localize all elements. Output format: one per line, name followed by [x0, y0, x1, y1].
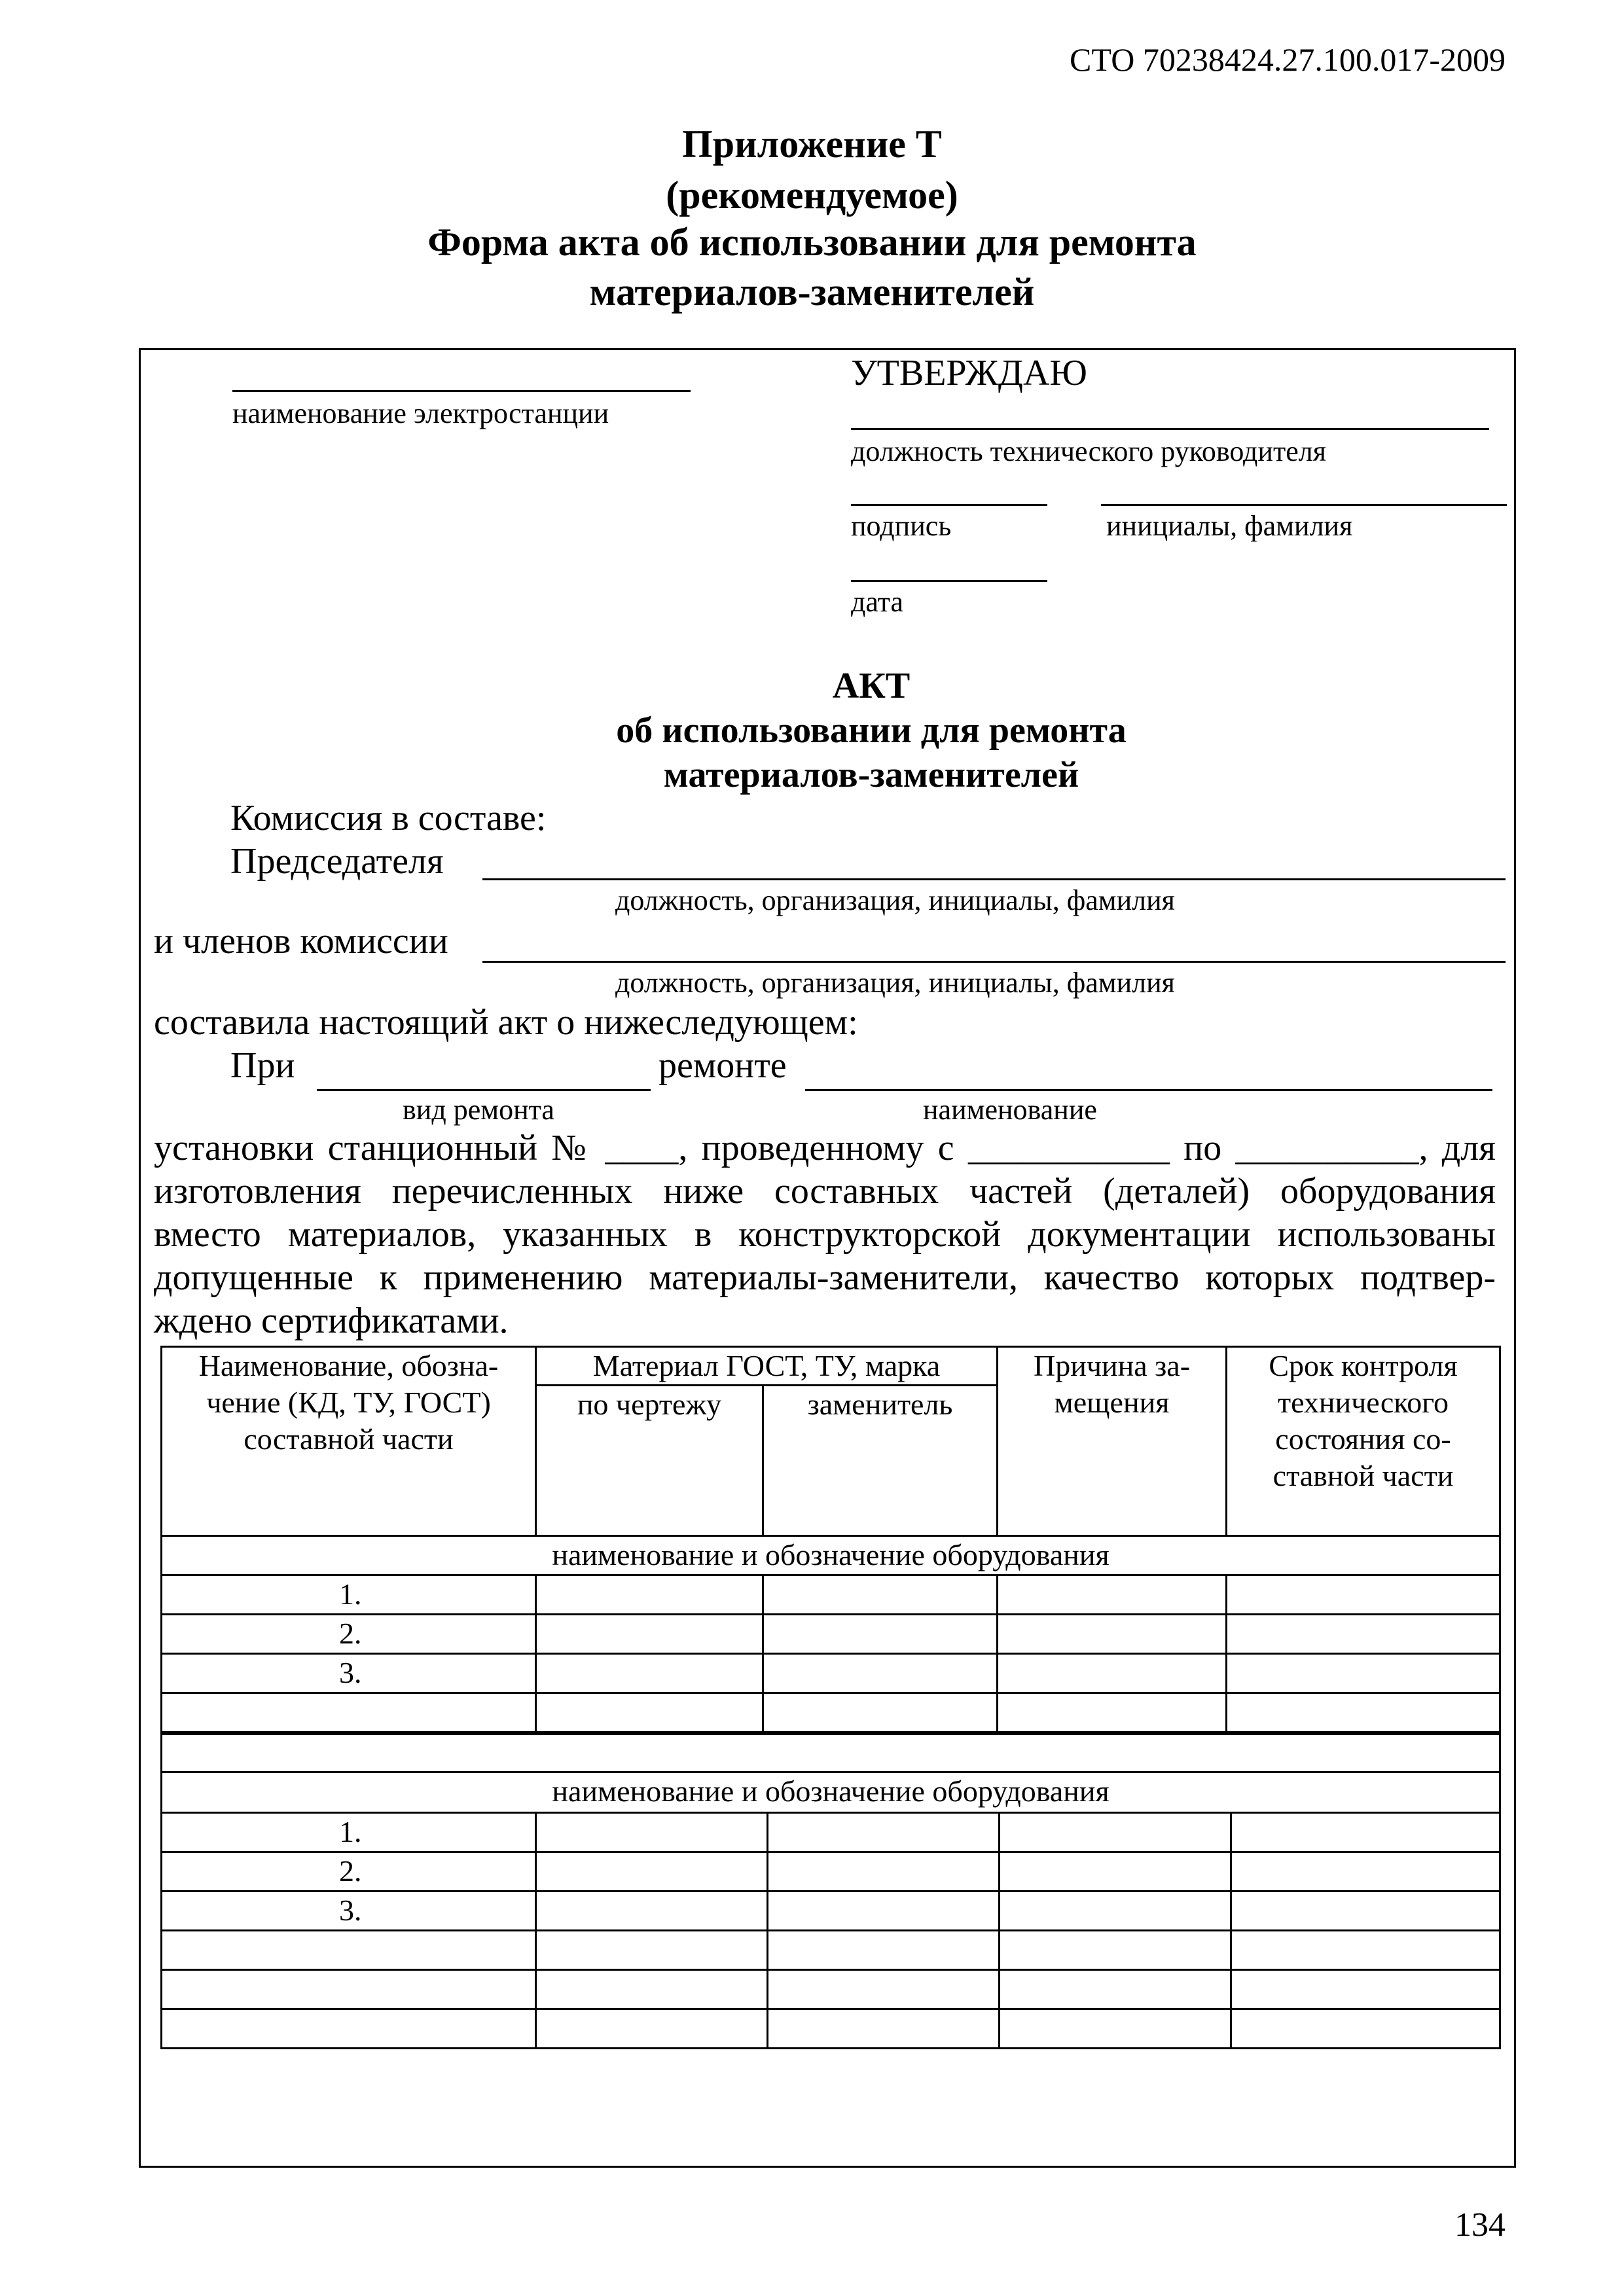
appendix-title: Приложение Т [682, 122, 942, 166]
cell-by-drawing[interactable] [536, 1852, 768, 1892]
cell-substitute[interactable] [768, 1931, 1000, 1970]
unit-name-line[interactable] [805, 1089, 1492, 1091]
cell-substitute[interactable] [768, 2009, 1000, 2049]
cell-by-drawing[interactable] [536, 1931, 768, 1970]
cell-reason[interactable] [1000, 1892, 1231, 1931]
act-subtitle-line2: материалов-заменителей [663, 755, 1079, 795]
table-row [162, 2009, 1500, 2049]
act-title: АКТ [832, 666, 911, 706]
cell-by-drawing[interactable] [536, 1970, 768, 2009]
table-row [162, 1970, 1500, 2009]
cell-reason[interactable] [1000, 1852, 1231, 1892]
row-number: 3. [162, 1892, 536, 1931]
header-substitute: заменитель [763, 1386, 998, 1536]
signature-caption: подпись [851, 510, 952, 542]
cell-control-period[interactable] [1231, 1892, 1500, 1931]
equipment-caption-row: наименование и обозначение оборудования [162, 1772, 1500, 1813]
cell-control-period[interactable] [1231, 1813, 1500, 1852]
cell-control-period[interactable] [1231, 2009, 1500, 2049]
cell-reason[interactable] [1000, 1970, 1231, 2009]
cell-substitute[interactable] [768, 1813, 1000, 1852]
table-row [162, 1654, 1500, 1693]
paragraph-line5: ждено сертификатами. [154, 1300, 509, 1341]
cell-control-period[interactable] [1227, 1654, 1500, 1693]
cell-reason[interactable] [998, 1615, 1227, 1654]
chairman-line[interactable] [482, 878, 1506, 880]
row-number: 1. [162, 1575, 536, 1615]
row-number [162, 1693, 536, 1732]
document-code: СТО 70238424.27.100.017-2009 [1070, 41, 1506, 78]
cell-by-drawing[interactable] [536, 1615, 763, 1654]
cell-reason[interactable] [998, 1575, 1227, 1615]
table-row [162, 1892, 1500, 1931]
cell-control-period[interactable] [1227, 1615, 1500, 1654]
cell-substitute[interactable] [768, 1970, 1000, 2009]
cell-substitute[interactable] [763, 1654, 998, 1693]
paragraph-line3: вместо материалов, указанных в конструкторской документации использованы [154, 1214, 1496, 1255]
page-number: 134 [1454, 2206, 1506, 2244]
cell-substitute[interactable] [763, 1693, 998, 1732]
row-number: 2. [162, 1852, 536, 1892]
row-number: 1. [162, 1813, 536, 1852]
row-number [162, 2009, 536, 2049]
approve-label: УТВЕРЖДАЮ [851, 353, 1087, 393]
cell-substitute[interactable] [768, 1892, 1000, 1931]
cell-substitute[interactable] [763, 1575, 998, 1615]
form-title-line1: Форма акта об использовании для ремонта [427, 221, 1197, 264]
position-line[interactable] [851, 428, 1489, 430]
table-row [162, 1693, 1500, 1732]
table-row [162, 1931, 1500, 1970]
cell-control-period[interactable] [1227, 1575, 1500, 1615]
composed-text: составила настоящий акт о нижеследующем: [154, 1002, 858, 1043]
date-caption: дата [851, 586, 904, 618]
initials-line[interactable] [1101, 504, 1507, 506]
row-number [162, 1970, 536, 2009]
members-line[interactable] [482, 961, 1506, 963]
header-reason: Причина за-мещения [998, 1347, 1227, 1536]
substitutes-table [160, 1346, 1501, 1733]
cell-reason[interactable] [998, 1693, 1227, 1732]
repair-type-caption: вид ремонта [403, 1094, 554, 1126]
chairman-caption: должность, организация, инициалы, фамилия [615, 884, 1175, 916]
act-subtitle-line1: об использовании для ремонта [616, 710, 1127, 751]
cell-reason[interactable] [1000, 2009, 1231, 2049]
cell-control-period[interactable] [1231, 1852, 1500, 1892]
initials-caption: инициалы, фамилия [1106, 510, 1353, 542]
row-number: 2. [162, 1615, 536, 1654]
unit-name-caption: наименование [923, 1094, 1097, 1126]
blank-header-row[interactable] [162, 1734, 1500, 1772]
table-row [162, 1813, 1500, 1852]
paragraph-line2: изготовления перечисленных ниже составных частей (деталей) оборудования [154, 1171, 1496, 1211]
commission-label: Комиссия в составе: [230, 798, 547, 838]
when-label: При [230, 1045, 295, 1086]
date-line[interactable] [851, 580, 1047, 582]
row-number [162, 1931, 536, 1970]
cell-control-period[interactable] [1231, 1931, 1500, 1970]
cell-by-drawing[interactable] [536, 1892, 768, 1931]
header-by-drawing: по чертежу [536, 1386, 763, 1536]
cell-control-period[interactable] [1227, 1693, 1500, 1732]
row-number: 3. [162, 1654, 536, 1693]
repair-type-line[interactable] [317, 1089, 651, 1091]
cell-control-period[interactable] [1231, 1970, 1500, 2009]
cell-reason[interactable] [998, 1654, 1227, 1693]
station-name-line[interactable] [232, 390, 691, 392]
cell-reason[interactable] [1000, 1813, 1231, 1852]
paragraph-line4: допущенные к применению материалы-заменители, качество которых подтвер- [154, 1257, 1496, 1298]
form-title-line2: материалов-заменителей [589, 270, 1035, 314]
station-name-caption: наименование электростанции [232, 397, 609, 429]
cell-by-drawing[interactable] [536, 1813, 768, 1852]
members-label: и членов комиссии [154, 921, 448, 961]
header-control-period: Срок контроля технического состояния со-ставной части [1227, 1347, 1500, 1536]
members-caption: должность, организация, инициалы, фамилия [615, 967, 1175, 999]
cell-substitute[interactable] [763, 1615, 998, 1654]
cell-by-drawing[interactable] [536, 2009, 768, 2049]
cell-substitute[interactable] [768, 1852, 1000, 1892]
cell-reason[interactable] [1000, 1931, 1231, 1970]
equipment-caption-row: наименование и обозначение оборудования [162, 1536, 1500, 1575]
paragraph-line1: установки станционный № ____, проведенному с ___________ по __________, для [154, 1128, 1496, 1168]
table-row [162, 1615, 1500, 1654]
cell-by-drawing[interactable] [536, 1654, 763, 1693]
substitutes-table-continued [160, 1733, 1501, 2049]
table-row [162, 1575, 1500, 1615]
table-row [162, 1852, 1500, 1892]
header-component: Наименование, обозна-чение (КД, ТУ, ГОСТ) составной части [162, 1347, 536, 1536]
cell-by-drawing[interactable] [536, 1575, 763, 1615]
repair-label: ремонте [659, 1045, 787, 1086]
header-material: Материал ГОСТ, ТУ, марка [536, 1347, 998, 1386]
signature-line[interactable] [851, 504, 1047, 506]
position-caption: должность технического руководителя [851, 435, 1326, 467]
cell-by-drawing[interactable] [536, 1693, 763, 1732]
appendix-status: (рекомендуемое) [666, 173, 958, 217]
chairman-label: Председателя [230, 841, 444, 882]
